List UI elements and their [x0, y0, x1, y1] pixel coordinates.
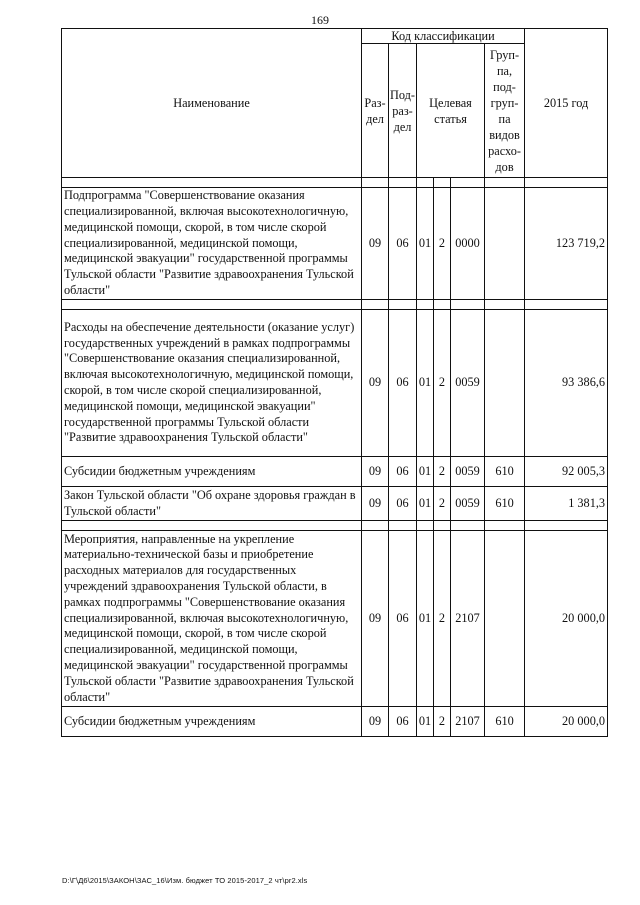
row-section: 09 — [362, 487, 389, 521]
row-target-2: 2 — [434, 310, 451, 457]
row-amount: 20 000,0 — [525, 531, 608, 707]
row-subsection: 06 — [389, 310, 417, 457]
row-amount: 1 381,3 — [525, 487, 608, 521]
row-name: Закон Тульской области "Об охране здоровья граждан в Тульской области" — [62, 487, 362, 521]
row-target-3: 0000 — [451, 188, 485, 300]
header-code-group: Код классификации — [362, 29, 525, 44]
header-section: Раз- дел — [362, 44, 389, 178]
row-name: Подпрограмма "Совершенствование оказания специализированной, включая высокотехнологичную, медицинской помощи, скорой, в том числе скорой специализированной, медицинской помощи, медицинской эвакуации" государственной программы Тульской области "Развитие здравоохранения Тульской области" — [62, 188, 362, 300]
file-path-footer: D:\Г\Д6\2015\ЗАКОН\ЗАС_16\Изм. бюджет ТО 2015-2017_2 чт\pr2.xls — [62, 876, 308, 885]
row-target-3: 0059 — [451, 457, 485, 487]
row-subsection: 06 — [389, 188, 417, 300]
table-row-spacer — [62, 178, 608, 188]
row-expense-group: 610 — [485, 487, 525, 521]
row-expense-group — [485, 310, 525, 457]
row-target-3: 0059 — [451, 487, 485, 521]
row-subsection: 06 — [389, 457, 417, 487]
row-amount: 93 386,6 — [525, 310, 608, 457]
row-target-3: 0059 — [451, 310, 485, 457]
header-expense-group: Груп- па, под- груп- па видов расхо- дов — [485, 44, 525, 178]
row-section: 09 — [362, 531, 389, 707]
table-row — [62, 310, 608, 457]
row-expense-group: 610 — [485, 707, 525, 737]
row-section: 09 — [362, 707, 389, 737]
row-target-1: 01 — [417, 188, 434, 300]
row-target-2: 2 — [434, 707, 451, 737]
row-expense-group: 610 — [485, 457, 525, 487]
table-row — [62, 188, 608, 300]
table-row — [62, 487, 608, 521]
row-subsection: 06 — [389, 531, 417, 707]
row-target-2: 2 — [434, 457, 451, 487]
row-section: 09 — [362, 457, 389, 487]
row-name: Мероприятия, направленные на укрепление материально-технической базы и приобретение расходных материалов для государственных учреждений здравоохранения Тульской области, в рамках подпрограммы "Совершенствование оказания специализированной, включая высокотехнологичную, медицинской помощи, скорой, в том числе скорой специализированной, медицинской помощи, медицинской эвакуации" государственной программы Тульской области "Развитие здравоохранения Тульской области" — [62, 531, 362, 707]
row-name: Расходы на обеспечение деятельности (оказание услуг) государственных учреждений в рамках подпрограммы "Совершенствование оказания специализированной, включая высокотехнологичную, медицинской помощи, скорой, в том числе скорой специализированной, медицинской помощи, медицинской эвакуации" государственной программы Тульской области "Развитие здравоохранения Тульской области" — [62, 310, 362, 457]
table-row — [62, 531, 608, 707]
page-number: 169 — [311, 13, 329, 27]
row-section: 09 — [362, 310, 389, 457]
row-target-1: 01 — [417, 487, 434, 521]
table-row — [62, 707, 608, 737]
row-target-3: 2107 — [451, 531, 485, 707]
row-expense-group — [485, 188, 525, 300]
table-row-spacer — [62, 521, 608, 531]
row-amount: 123 719,2 — [525, 188, 608, 300]
row-target-2: 2 — [434, 531, 451, 707]
row-target-1: 01 — [417, 531, 434, 707]
header-subsection: Под- раз- дел — [389, 44, 417, 178]
row-target-3: 2107 — [451, 707, 485, 737]
header-name: Наименование — [62, 29, 362, 178]
row-name: Субсидии бюджетным учреждениям — [62, 457, 362, 487]
row-target-1: 01 — [417, 310, 434, 457]
row-subsection: 06 — [389, 487, 417, 521]
row-target-1: 01 — [417, 707, 434, 737]
row-amount: 92 005,3 — [525, 457, 608, 487]
row-subsection: 06 — [389, 707, 417, 737]
row-target-2: 2 — [434, 487, 451, 521]
table-row — [62, 457, 608, 487]
row-target-1: 01 — [417, 457, 434, 487]
header-year: 2015 год — [525, 29, 608, 178]
row-section: 09 — [362, 188, 389, 300]
row-name: Субсидии бюджетным учреждениям — [62, 707, 362, 737]
table-row-spacer — [62, 300, 608, 310]
header-target-item: Целевая статья — [417, 44, 485, 178]
row-expense-group — [485, 531, 525, 707]
row-target-2: 2 — [434, 188, 451, 300]
row-amount: 20 000,0 — [525, 707, 608, 737]
budget-table — [61, 28, 608, 737]
